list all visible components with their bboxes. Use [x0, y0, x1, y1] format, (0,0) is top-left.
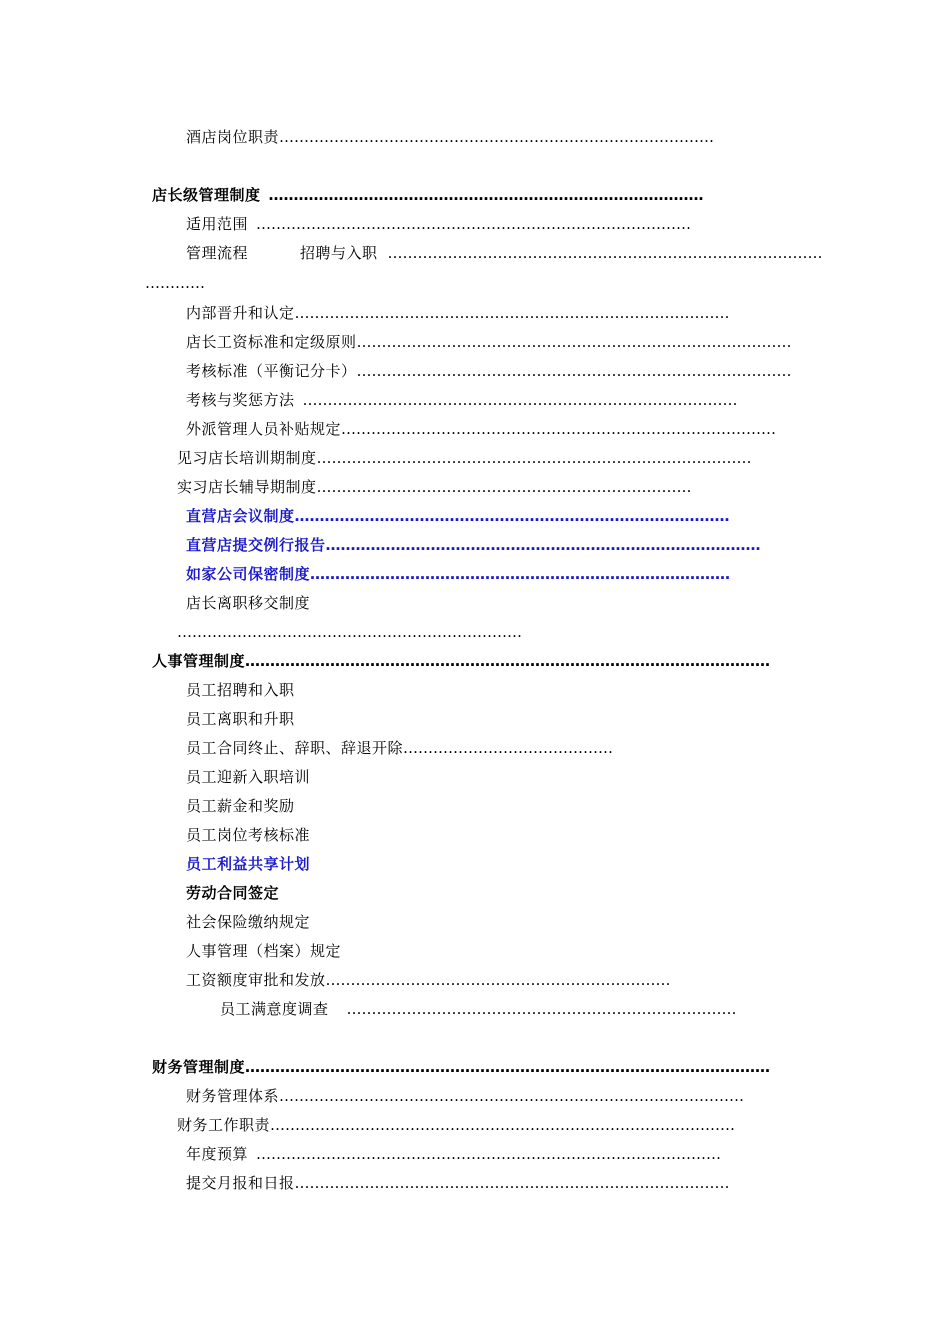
leader-dots: ……………………………………………………………………………: [268, 186, 704, 204]
section-heading-hr[interactable]: [152, 651, 771, 671]
toc-entry-assessment[interactable]: [186, 361, 792, 381]
entry-label: 招聘与入职: [300, 244, 378, 262]
toc-entry-rewards[interactable]: [186, 390, 755, 410]
leader-dots: ……………………………………………………………………………………………: [245, 1058, 771, 1076]
entry-label: 财务管理体系: [186, 1087, 280, 1105]
toc-entry-secrecy[interactable]: [186, 564, 731, 584]
toc-entry-trainee[interactable]: [177, 448, 751, 468]
toc-entry-report[interactable]: [186, 535, 761, 555]
leader-dots: ……………………………………………………………………………: [341, 420, 777, 438]
leader-dots: ……………………………………………………………………: [346, 1000, 737, 1018]
entry-label: 适用范围: [186, 215, 249, 233]
entry-label: 劳动合同签定: [186, 884, 280, 902]
entry-label: 员工合同终止、辞职、辞退开除: [186, 739, 404, 757]
entry-label: 社会保险缴纳规定: [186, 913, 311, 931]
leader-dots: ……………………………………………………………………………: [387, 244, 823, 262]
leader-dots: ……………………………………………………………………………: [294, 507, 730, 525]
heading-label: 店长级管理制度: [152, 186, 261, 204]
entry-label: 员工薪金和奖励: [186, 797, 295, 815]
toc-entry-allowance[interactable]: [186, 419, 777, 439]
toc-entry-hr-records[interactable]: [186, 941, 341, 961]
toc-entry-hr-pay[interactable]: [186, 796, 295, 816]
entry-label: 考核标准（平衡记分卡）: [186, 362, 357, 380]
entry-label: 员工招聘和入职: [186, 681, 295, 699]
entry-label: 员工岗位考核标准: [186, 826, 311, 844]
toc-entry-finance-budget[interactable]: [186, 1144, 724, 1164]
entry-label: 实习店长辅导期制度: [177, 478, 317, 496]
entry-label: 人事管理（档案）规定: [186, 942, 342, 960]
toc-entry-handover-wrap: [177, 622, 522, 642]
entry-label: 直营店会议制度: [186, 507, 295, 525]
toc-entry-promotion[interactable]: [186, 303, 763, 323]
leader-dots: …………………………………………………………………: [316, 478, 692, 496]
entry-label: 酒店岗位职责: [186, 128, 280, 146]
leader-dots: ……………………………………………………………………………: [294, 1174, 730, 1192]
entry-label: 考核与奖惩方法: [186, 391, 295, 409]
entry-label: 员工满意度调查: [220, 1000, 329, 1018]
entry-label: 员工离职和升职: [186, 710, 295, 728]
leader-dots: ……………………………………………………………………………: [325, 536, 761, 554]
leader-dots: ……………………………………………………………………………: [294, 304, 730, 322]
leader-dots: ……………………………………………………………………………: [316, 449, 752, 467]
leader-dots: …………………………………………………………………………: [310, 565, 731, 583]
toc-entry-hr-orientation[interactable]: [186, 767, 310, 787]
toc-entry-hr-wage[interactable]: [186, 970, 671, 990]
toc-entry-hr-assessment[interactable]: [186, 825, 310, 845]
leader-dots: ……………………………………………………………………………: [302, 391, 738, 409]
toc-entry-hr-contract[interactable]: [186, 883, 279, 903]
leader-dots: ……………………………………: [403, 739, 614, 757]
entry-label: 内部晋升和认定: [186, 304, 295, 322]
toc-entry-salary[interactable]: [186, 332, 792, 352]
entry-label: 店长离职移交制度: [186, 594, 311, 612]
entry-label: 提交月报和日报: [186, 1174, 295, 1192]
entry-label: 直营店提交例行报告: [186, 536, 326, 554]
entry-label: 外派管理人员补贴规定: [186, 420, 342, 438]
toc-entry-hr-termination[interactable]: [186, 738, 619, 758]
process-label: 管理流程: [186, 244, 249, 262]
leader-dots: …………: [145, 274, 205, 292]
toc-entry-handover[interactable]: [186, 593, 310, 613]
toc-entry-hr-leave[interactable]: [186, 709, 295, 729]
toc-entry-scope[interactable]: [186, 214, 740, 234]
toc-entry-hr-profit-sharing[interactable]: [186, 854, 310, 874]
leader-dots: ……………………………………………………………………………: [279, 128, 715, 146]
toc-entry-hr-survey[interactable]: [220, 999, 737, 1019]
leader-dots: …………………………………………………………………………………: [270, 1116, 736, 1134]
entry-label: 年度预算: [186, 1145, 249, 1163]
entry-label: 如家公司保密制度: [186, 565, 311, 583]
leader-dots: ……………………………………………………………………………………………: [245, 652, 771, 670]
entry-label: 员工迎新入职培训: [186, 768, 311, 786]
section-heading-finance[interactable]: [152, 1057, 771, 1077]
leader-dots: …………………………………………………………………………………: [256, 1145, 722, 1163]
leader-dots: ……………………………………………………………………………: [356, 362, 792, 380]
toc-entry-hr-recruit[interactable]: [186, 680, 295, 700]
leader-dots: ……………………………………………………………: [325, 971, 671, 989]
toc-entry-finance-duties[interactable]: [177, 1115, 738, 1135]
entry-label: 见习店长培训期制度: [177, 449, 317, 467]
heading-label: 财务管理制度: [152, 1058, 246, 1076]
toc-entry-meeting[interactable]: [186, 506, 730, 526]
entry-label: 员工利益共享计划: [186, 855, 311, 873]
toc-entry-hr-insurance[interactable]: [186, 912, 310, 932]
leader-dots: ……………………………………………………………: [177, 623, 522, 641]
toc-entry-finance-monthly[interactable]: [186, 1173, 730, 1193]
toc-entry-recruitment[interactable]: [186, 243, 823, 263]
leader-dots: …………………………………………………………………………………: [279, 1087, 745, 1105]
toc-entry-finance-system[interactable]: [186, 1086, 745, 1106]
entry-label: 财务工作职责: [177, 1116, 271, 1134]
toc-entry-intern[interactable]: [177, 477, 692, 497]
entry-label: 工资额度审批和发放: [186, 971, 326, 989]
leader-dots: ……………………………………………………………………………: [256, 215, 692, 233]
leader-dots: ……………………………………………………………………………: [356, 333, 792, 351]
entry-label: 店长工资标准和定级原则: [186, 333, 357, 351]
toc-entry-recruitment-wrap: [145, 273, 211, 293]
section-heading-store-manager[interactable]: [152, 185, 739, 205]
heading-label: 人事管理制度: [152, 652, 246, 670]
toc-entry-hotel-duties[interactable]: [186, 127, 715, 147]
